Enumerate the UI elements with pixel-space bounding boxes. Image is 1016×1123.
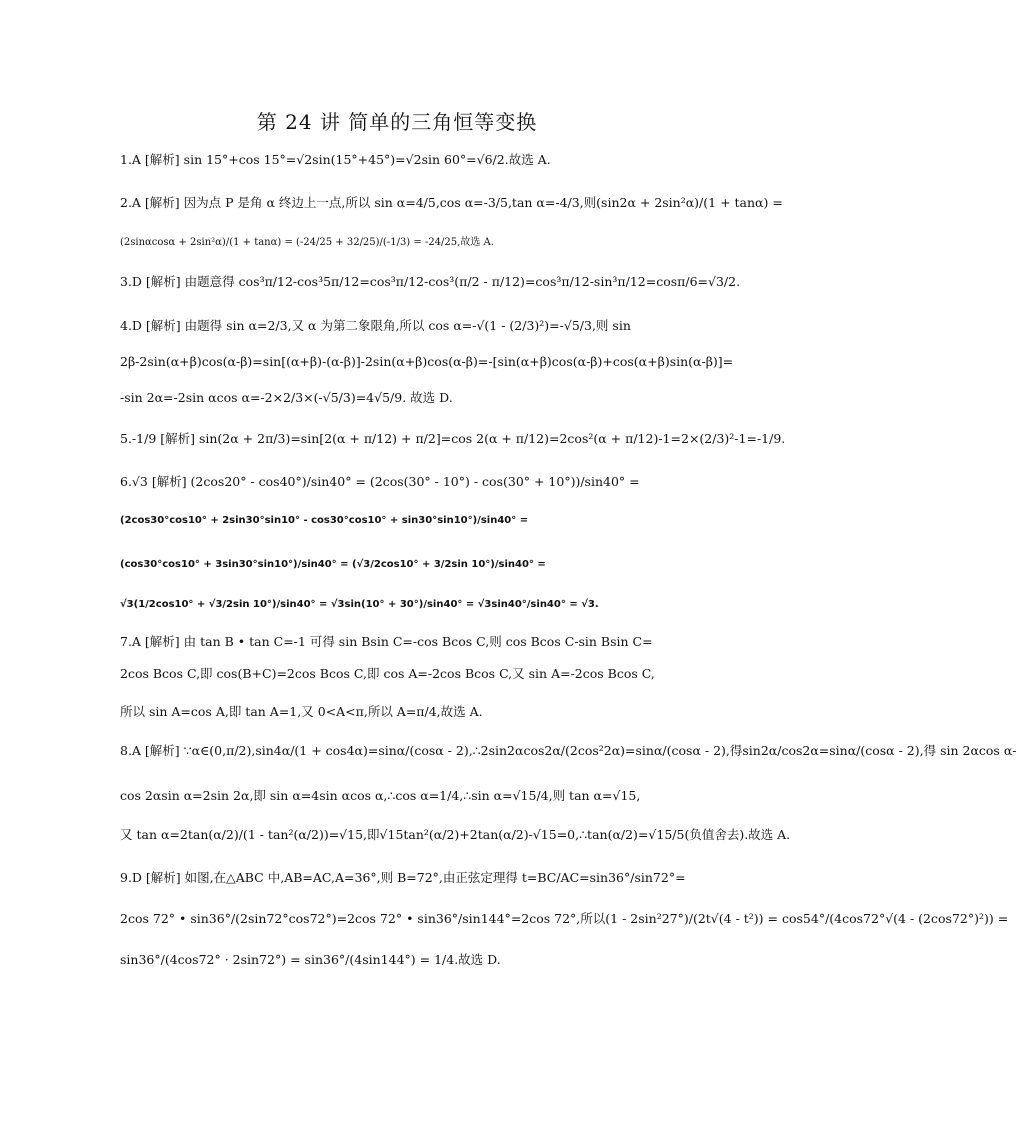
answer-line-8: 5.-1/9 [解析] sin(2α + 2π/3)=sin[2(α + π/12) + π/2]=cos 2(α + π/12)=2cos²(α + π/12)-1=2×(2/3)²-1=-1/9.	[120, 431, 786, 446]
answer-line-2: 2.A [解析] 因为点 P 是角 α 终边上一点,所以 sin α=4/5,cos α=-3/5,tan α=-4/3,则(sin2α + 2sin²α)/(1 + tanα) =	[120, 195, 783, 210]
answer-line-6: 2β-2sin(α+β)cos(α-β)=sin[(α+β)-(α-β)]-2sin(α+β)cos(α-β)=-[sin(α+β)cos(α-β)+cos(α+β)sin(α-β)]=	[120, 354, 734, 369]
answer-line-17: cos 2αsin α=2sin 2α,即 sin α=4sin αcos α,∴cos α=1/4,∴sin α=√15/4,则 tan α=√15,	[120, 788, 641, 803]
answer-line-15: 所以 sin A=cos A,即 tan A=1,又 0<A<π,所以 A=π/4,故选 A.	[120, 704, 483, 719]
answer-line-1: 1.A [解析] sin 15°+cos 15°=√2sin(15°+45°)=√2sin 60°=√6/2.故选 A.	[120, 152, 551, 167]
answer-line-10: (2cos30°cos10° + 2sin30°sin10° - cos30°cos10° + sin30°sin10°)/sin40° =	[120, 515, 529, 526]
answer-line-3: (2sinαcosα + 2sin²α)/(1 + tanα) = (-24/25 + 32/25)/(-1/3) = -24/25,故选 A.	[120, 237, 494, 248]
answer-line-20: 2cos 72° • sin36°/(2sin72°cos72°)=2cos 72° • sin36°/sin144°=2cos 72°,所以(1 - 2sin²27°)/(2t√(4 - t²)) = cos54°/(4cos72°√(4 - (2cos72°)²)) =	[120, 911, 1009, 926]
answer-line-9: 6.√3 [解析] (2cos20° - cos40°)/sin40° = (2cos(30° - 10°) - cos(30° + 10°))/sin40° =	[120, 474, 640, 489]
answer-line-12: √3(1/2cos10° + √3/2sin 10°)/sin40° = √3sin(10° + 30°)/sin40° = √3sin40°/sin40° = √3.	[120, 599, 599, 610]
page-title: 第 24 讲 简单的三角恒等变换	[256, 110, 538, 134]
answer-line-4: 3.D [解析] 由题意得 cos³π/12-cos³5π/12=cos³π/12-cos³(π/2 - π/12)=cos³π/12-sin³π/12=cosπ/6=√3/2.	[120, 274, 741, 289]
answer-line-5: 4.D [解析] 由题得 sin α=2/3,又 α 为第二象限角,所以 cos α=-√(1 - (2/3)²)=-√5/3,则 sin	[120, 318, 631, 333]
answer-line-21: sin36°/(4cos72° · 2sin72°) = sin36°/(4sin144°) = 1/4.故选 D.	[120, 952, 501, 967]
answer-line-19: 9.D [解析] 如图,在△ABC 中,AB=AC,A=36°,则 B=72°,由正弦定理得 t=BC/AC=sin36°/sin72°=	[120, 870, 686, 885]
answer-line-18: 又 tan α=2tan(α/2)/(1 - tan²(α/2))=√15,即√15tan²(α/2)+2tan(α/2)-√15=0,∴tan(α/2)=√15/5(负值舍去).故选 A.	[120, 827, 791, 842]
answer-line-14: 2cos Bcos C,即 cos(B+C)=2cos Bcos C,即 cos A=-2cos Bcos C,又 sin A=-2cos Bcos C,	[120, 666, 655, 681]
answer-line-13: 7.A [解析] 由 tan B • tan C=-1 可得 sin Bsin C=-cos Bcos C,则 cos Bcos C-sin Bsin C=	[120, 634, 653, 649]
answer-line-7: -sin 2α=-2sin αcos α=-2×2/3×(-√5/3)=4√5/9. 故选 D.	[120, 390, 453, 405]
answer-line-11: (cos30°cos10° + 3sin30°sin10°)/sin40° = (√3/2cos10° + 3/2sin 10°)/sin40° =	[120, 559, 546, 570]
answer-line-16: 8.A [解析] ∵α∈(0,π/2),sin4α/(1 + cos4α)=sinα/(cosα - 2),∴2sin2αcos2α/(2cos²2α)=sinα/(cosα - 2),得sin2α/cos2α=sinα/(cosα - 2),得 sin 2αcos α-	[120, 743, 1016, 758]
